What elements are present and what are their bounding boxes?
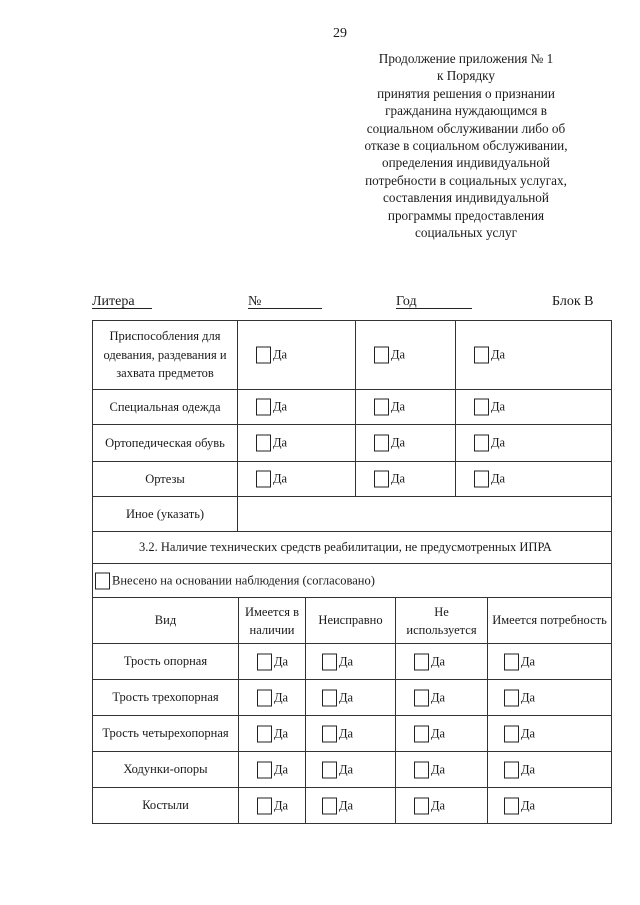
checkbox[interactable]: [504, 689, 535, 706]
checkbox-label: Да: [273, 347, 288, 362]
checkbox-label: Да: [491, 399, 506, 414]
checkbox-label: Да: [491, 471, 506, 486]
checkbox-box[interactable]: [504, 761, 519, 778]
checkbox[interactable]: [414, 797, 445, 814]
checkbox[interactable]: [257, 761, 288, 778]
checkbox-box[interactable]: [504, 725, 519, 742]
checkbox-box[interactable]: [374, 471, 389, 488]
document-fields-row: [92, 294, 612, 314]
checkbox-box[interactable]: [256, 399, 271, 416]
checkbox-label: Да: [521, 762, 536, 776]
header-line: составления индивидуальной: [383, 190, 549, 206]
table-row: [93, 390, 611, 425]
header-line: потребности в социальных услугах,: [365, 172, 567, 188]
checkbox-box[interactable]: [257, 761, 272, 778]
checkbox[interactable]: [414, 761, 445, 778]
litera-field[interactable]: [92, 294, 152, 309]
checkbox-box[interactable]: [322, 689, 337, 706]
checkbox-label: Да: [274, 762, 289, 776]
checkbox-box[interactable]: [504, 797, 519, 814]
checkbox-label: Да: [391, 399, 406, 414]
checkbox-label: Да: [431, 726, 446, 740]
row-label: Специальная одежда: [109, 399, 221, 414]
checkbox-label: Да: [391, 347, 406, 362]
checkbox[interactable]: [414, 653, 445, 670]
checkbox-box[interactable]: [374, 347, 389, 364]
checkbox-box[interactable]: [257, 689, 272, 706]
column-header-broken: Неисправно: [305, 598, 395, 643]
header-line: социальном обслуживании либо об: [366, 120, 566, 136]
section-title-row: [93, 532, 611, 564]
table-row: [93, 425, 611, 462]
other-input[interactable]: [237, 497, 611, 531]
number-field[interactable]: [248, 294, 322, 309]
checkbox[interactable]: [474, 435, 505, 452]
tsr-table-1: [92, 320, 612, 598]
checkbox-label: Да: [491, 347, 506, 362]
checkbox-label: Да: [339, 726, 354, 740]
checkbox-label: Да: [274, 798, 289, 812]
checkbox[interactable]: [257, 653, 288, 670]
checkbox-label: Да: [521, 798, 536, 812]
checkbox-box[interactable]: [474, 399, 489, 416]
checkbox-box[interactable]: [257, 797, 272, 814]
checkbox-box[interactable]: [257, 725, 272, 742]
row-label: Костыли: [142, 798, 189, 812]
checkbox[interactable]: [374, 399, 405, 416]
checkbox-label: Да: [521, 690, 536, 704]
row-label: Трость опорная: [123, 654, 208, 668]
checkbox-box[interactable]: [504, 689, 519, 706]
checkbox-label: Да: [391, 435, 406, 450]
checkbox[interactable]: [504, 797, 535, 814]
checkbox-label: Да: [273, 435, 288, 450]
observation-label: Внесено на основании наблюдения (согласовано): [112, 573, 375, 587]
checkbox[interactable]: [256, 435, 287, 452]
checkbox-box[interactable]: [474, 435, 489, 452]
checkbox-label: Да: [521, 654, 536, 668]
checkbox-box[interactable]: [414, 725, 429, 742]
appendix-header: [336, 50, 596, 241]
checkbox[interactable]: [256, 347, 287, 364]
checkbox-label: Да: [491, 435, 506, 450]
checkbox-box[interactable]: [257, 653, 272, 670]
other-label: Иное (указать): [125, 506, 205, 521]
table-row: [93, 788, 611, 823]
block-label: Блок В: [552, 294, 594, 309]
table-header-row: [93, 598, 611, 644]
checkbox-box[interactable]: [322, 761, 337, 778]
checkbox-box[interactable]: [474, 347, 489, 364]
column-header-available: Имеется в наличии: [238, 598, 305, 643]
checkbox-label: Да: [431, 762, 446, 776]
checkbox[interactable]: [256, 399, 287, 416]
checkbox-label: Да: [274, 726, 289, 740]
header-line: гражданина нуждающимся в: [385, 103, 547, 119]
row-label: Трость четырехопорная: [102, 726, 229, 740]
checkbox-box[interactable]: [256, 471, 271, 488]
section-title: 3.2. Наличие технических средств реабилитации, не предусмотренных ИПРА: [139, 540, 552, 554]
checkbox[interactable]: [322, 761, 353, 778]
checkbox-box[interactable]: [322, 725, 337, 742]
checkbox-box[interactable]: [414, 653, 429, 670]
header-line: социальных услуг: [415, 225, 517, 241]
table-row: [93, 497, 611, 532]
table-row: [93, 752, 611, 788]
checkbox-label: Да: [339, 762, 354, 776]
checkbox[interactable]: [322, 797, 353, 814]
checkbox[interactable]: [414, 689, 445, 706]
row-label: Ходунки-опоры: [123, 762, 208, 776]
column-header-not-used: Не используется: [395, 598, 487, 643]
tsr-table-2: [92, 597, 612, 824]
checkbox-label: Да: [274, 654, 289, 668]
checkbox[interactable]: [474, 399, 505, 416]
checkbox-box[interactable]: [95, 572, 110, 589]
table-row: [93, 716, 611, 752]
checkbox-box[interactable]: [504, 653, 519, 670]
checkbox-box[interactable]: [414, 761, 429, 778]
table-row: [93, 680, 611, 716]
checkbox-box[interactable]: [474, 471, 489, 488]
table-row: [93, 462, 611, 497]
checkbox[interactable]: [257, 797, 288, 814]
checkbox-box[interactable]: [374, 399, 389, 416]
checkbox[interactable]: [322, 689, 353, 706]
checkbox-label: Да: [431, 690, 446, 704]
checkbox[interactable]: [414, 725, 445, 742]
checkbox-box[interactable]: [414, 689, 429, 706]
header-line: Продолжение приложения № 1: [378, 51, 554, 66]
checkbox[interactable]: [504, 725, 535, 742]
checkbox-label: Да: [391, 471, 406, 486]
checkbox-label: Да: [339, 654, 354, 668]
checkbox-box[interactable]: [374, 435, 389, 452]
checkbox[interactable]: [257, 725, 288, 742]
header-line: к Порядку: [436, 68, 495, 84]
checkbox-label: Да: [521, 726, 536, 740]
row-label: Трость трехопорная: [112, 690, 219, 704]
checkbox[interactable]: [322, 653, 353, 670]
table-row: [93, 321, 611, 390]
checkbox[interactable]: [474, 347, 505, 364]
row-label: Приспособления для одевания, раздевания и захвата предметов: [103, 329, 227, 381]
checkbox[interactable]: [257, 689, 288, 706]
checkbox-label: Да: [431, 654, 446, 668]
header-line: программы предоставления: [387, 207, 545, 223]
number-label: №: [248, 294, 262, 309]
litera-label: Литера: [92, 294, 135, 309]
table-row: [93, 644, 611, 680]
checkbox[interactable]: [504, 653, 535, 670]
checkbox-label: Да: [273, 399, 288, 414]
checkbox[interactable]: [374, 471, 405, 488]
checkbox-box[interactable]: [322, 653, 337, 670]
checkbox-box[interactable]: [322, 797, 337, 814]
checkbox-label: Да: [431, 798, 446, 812]
checkbox-box[interactable]: [256, 435, 271, 452]
header-line: определения индивидуальной: [382, 155, 550, 171]
checkbox[interactable]: [322, 725, 353, 742]
year-field[interactable]: [396, 294, 472, 309]
checkbox-box[interactable]: [414, 797, 429, 814]
checkbox-label: Да: [274, 690, 289, 704]
checkbox[interactable]: [504, 761, 535, 778]
observation-checkbox[interactable]: [95, 572, 375, 589]
year-label: Год: [396, 294, 417, 309]
row-label: Ортопедическая обувь: [105, 435, 225, 450]
checkbox-box[interactable]: [256, 347, 271, 364]
observation-row: [93, 564, 611, 597]
checkbox[interactable]: [374, 347, 405, 364]
checkbox-label: Да: [339, 690, 354, 704]
row-label: Ортезы: [145, 471, 185, 486]
page-number: 29: [333, 26, 347, 41]
header-line: отказе в социальном обслуживании,: [364, 138, 568, 154]
column-header-kind: Вид: [154, 613, 177, 627]
checkbox-label: Да: [273, 471, 288, 486]
column-header-need: Имеется потребность: [487, 598, 611, 643]
header-line: принятия решения о признании: [377, 85, 555, 101]
checkbox[interactable]: [474, 471, 505, 488]
checkbox-label: Да: [339, 798, 354, 812]
checkbox[interactable]: [374, 435, 405, 452]
checkbox[interactable]: [256, 471, 287, 488]
